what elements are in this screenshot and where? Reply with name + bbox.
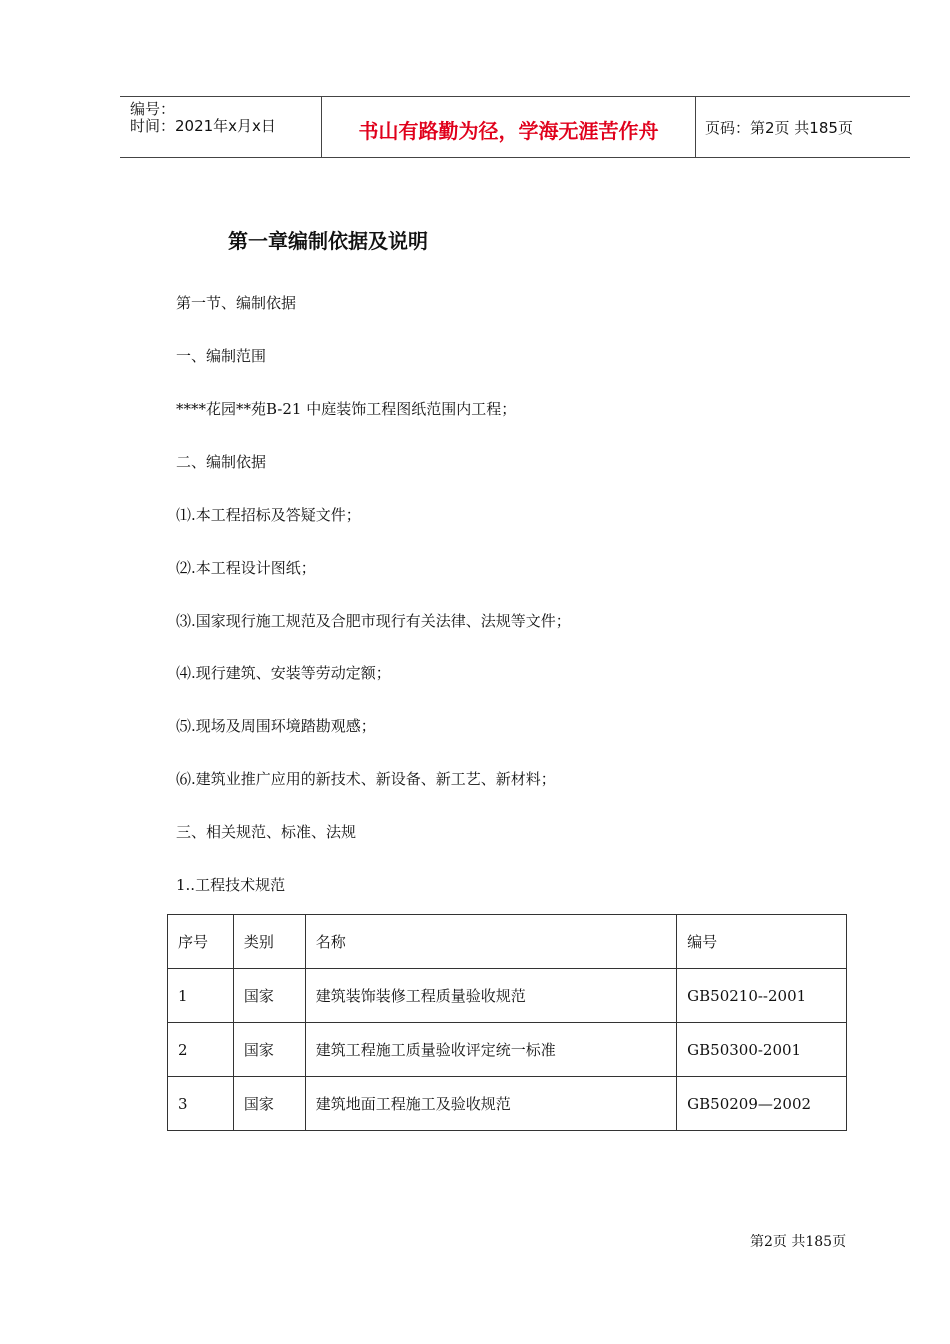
footer-page-number: 第2页 共185页 bbox=[750, 1234, 847, 1250]
header-motto-cell bbox=[321, 97, 696, 157]
table-row bbox=[168, 1077, 847, 1131]
header-page-number: 页码：第2页 共185页 bbox=[705, 119, 853, 137]
header-cell-code: 编号 bbox=[677, 915, 847, 969]
tech-standards-heading: 1..工程技术规范 bbox=[176, 876, 286, 894]
table-header-row bbox=[168, 915, 847, 969]
cell-name: 建筑装饰装修工程质量验收规范 bbox=[305, 969, 676, 1023]
cell-code: GB50210--2001 bbox=[677, 969, 847, 1023]
cell-index: 2 bbox=[168, 1023, 234, 1077]
cell-category: 国家 bbox=[233, 1023, 305, 1077]
cell-code: GB50300-2001 bbox=[677, 1023, 847, 1077]
cell-name: 建筑工程施工质量验收评定统一标准 bbox=[305, 1023, 676, 1077]
cell-name: 建筑地面工程施工及验收规范 bbox=[305, 1077, 676, 1131]
header-motto: 书山有路勤为径，学海无涯苦作舟 bbox=[358, 119, 659, 143]
table-row bbox=[168, 969, 847, 1023]
basis-item-6: ⑹.建筑业推广应用的新技术、新设备、新工艺、新材料； bbox=[176, 770, 556, 788]
basis-item-4: ⑷.现行建筑、安装等劳动定额； bbox=[176, 664, 391, 682]
header-cell-index: 序号 bbox=[168, 915, 234, 969]
document-time-label: 时间：2021年x月x日 bbox=[130, 117, 276, 135]
standards-heading: 三、相关规范、标准、法规 bbox=[176, 823, 357, 841]
page-header bbox=[120, 96, 910, 158]
header-page-cell bbox=[695, 97, 910, 157]
cell-index: 3 bbox=[168, 1077, 234, 1131]
cell-code: GB50209—2002 bbox=[677, 1077, 847, 1131]
cell-index: 1 bbox=[168, 969, 234, 1023]
basis-item-2: ⑵.本工程设计图纸； bbox=[176, 559, 316, 577]
scope-heading: 一、编制范围 bbox=[176, 347, 267, 365]
document-number-label: 编号： bbox=[130, 100, 176, 118]
table-row bbox=[168, 1023, 847, 1077]
header-cell-name: 名称 bbox=[305, 915, 676, 969]
cell-category: 国家 bbox=[233, 969, 305, 1023]
basis-item-3: ⑶.国家现行施工规范及合肥市现行有关法律、法规等文件； bbox=[176, 612, 571, 630]
chapter-title: 第一章编制依据及说明 bbox=[228, 229, 428, 253]
cell-category: 国家 bbox=[233, 1077, 305, 1131]
basis-item-1: ⑴.本工程招标及答疑文件； bbox=[176, 506, 361, 524]
header-cell-category: 类别 bbox=[233, 915, 305, 969]
basis-item-5: ⑸.现场及周围环境踏勘观感； bbox=[176, 717, 376, 735]
basis-heading: 二、编制依据 bbox=[176, 453, 267, 471]
header-info-cell bbox=[120, 97, 321, 157]
standards-table bbox=[167, 914, 847, 1131]
section-heading: 第一节、编制依据 bbox=[176, 294, 297, 312]
scope-text: ****花园**苑B-21 中庭装饰工程图纸范围内工程； bbox=[176, 400, 517, 418]
